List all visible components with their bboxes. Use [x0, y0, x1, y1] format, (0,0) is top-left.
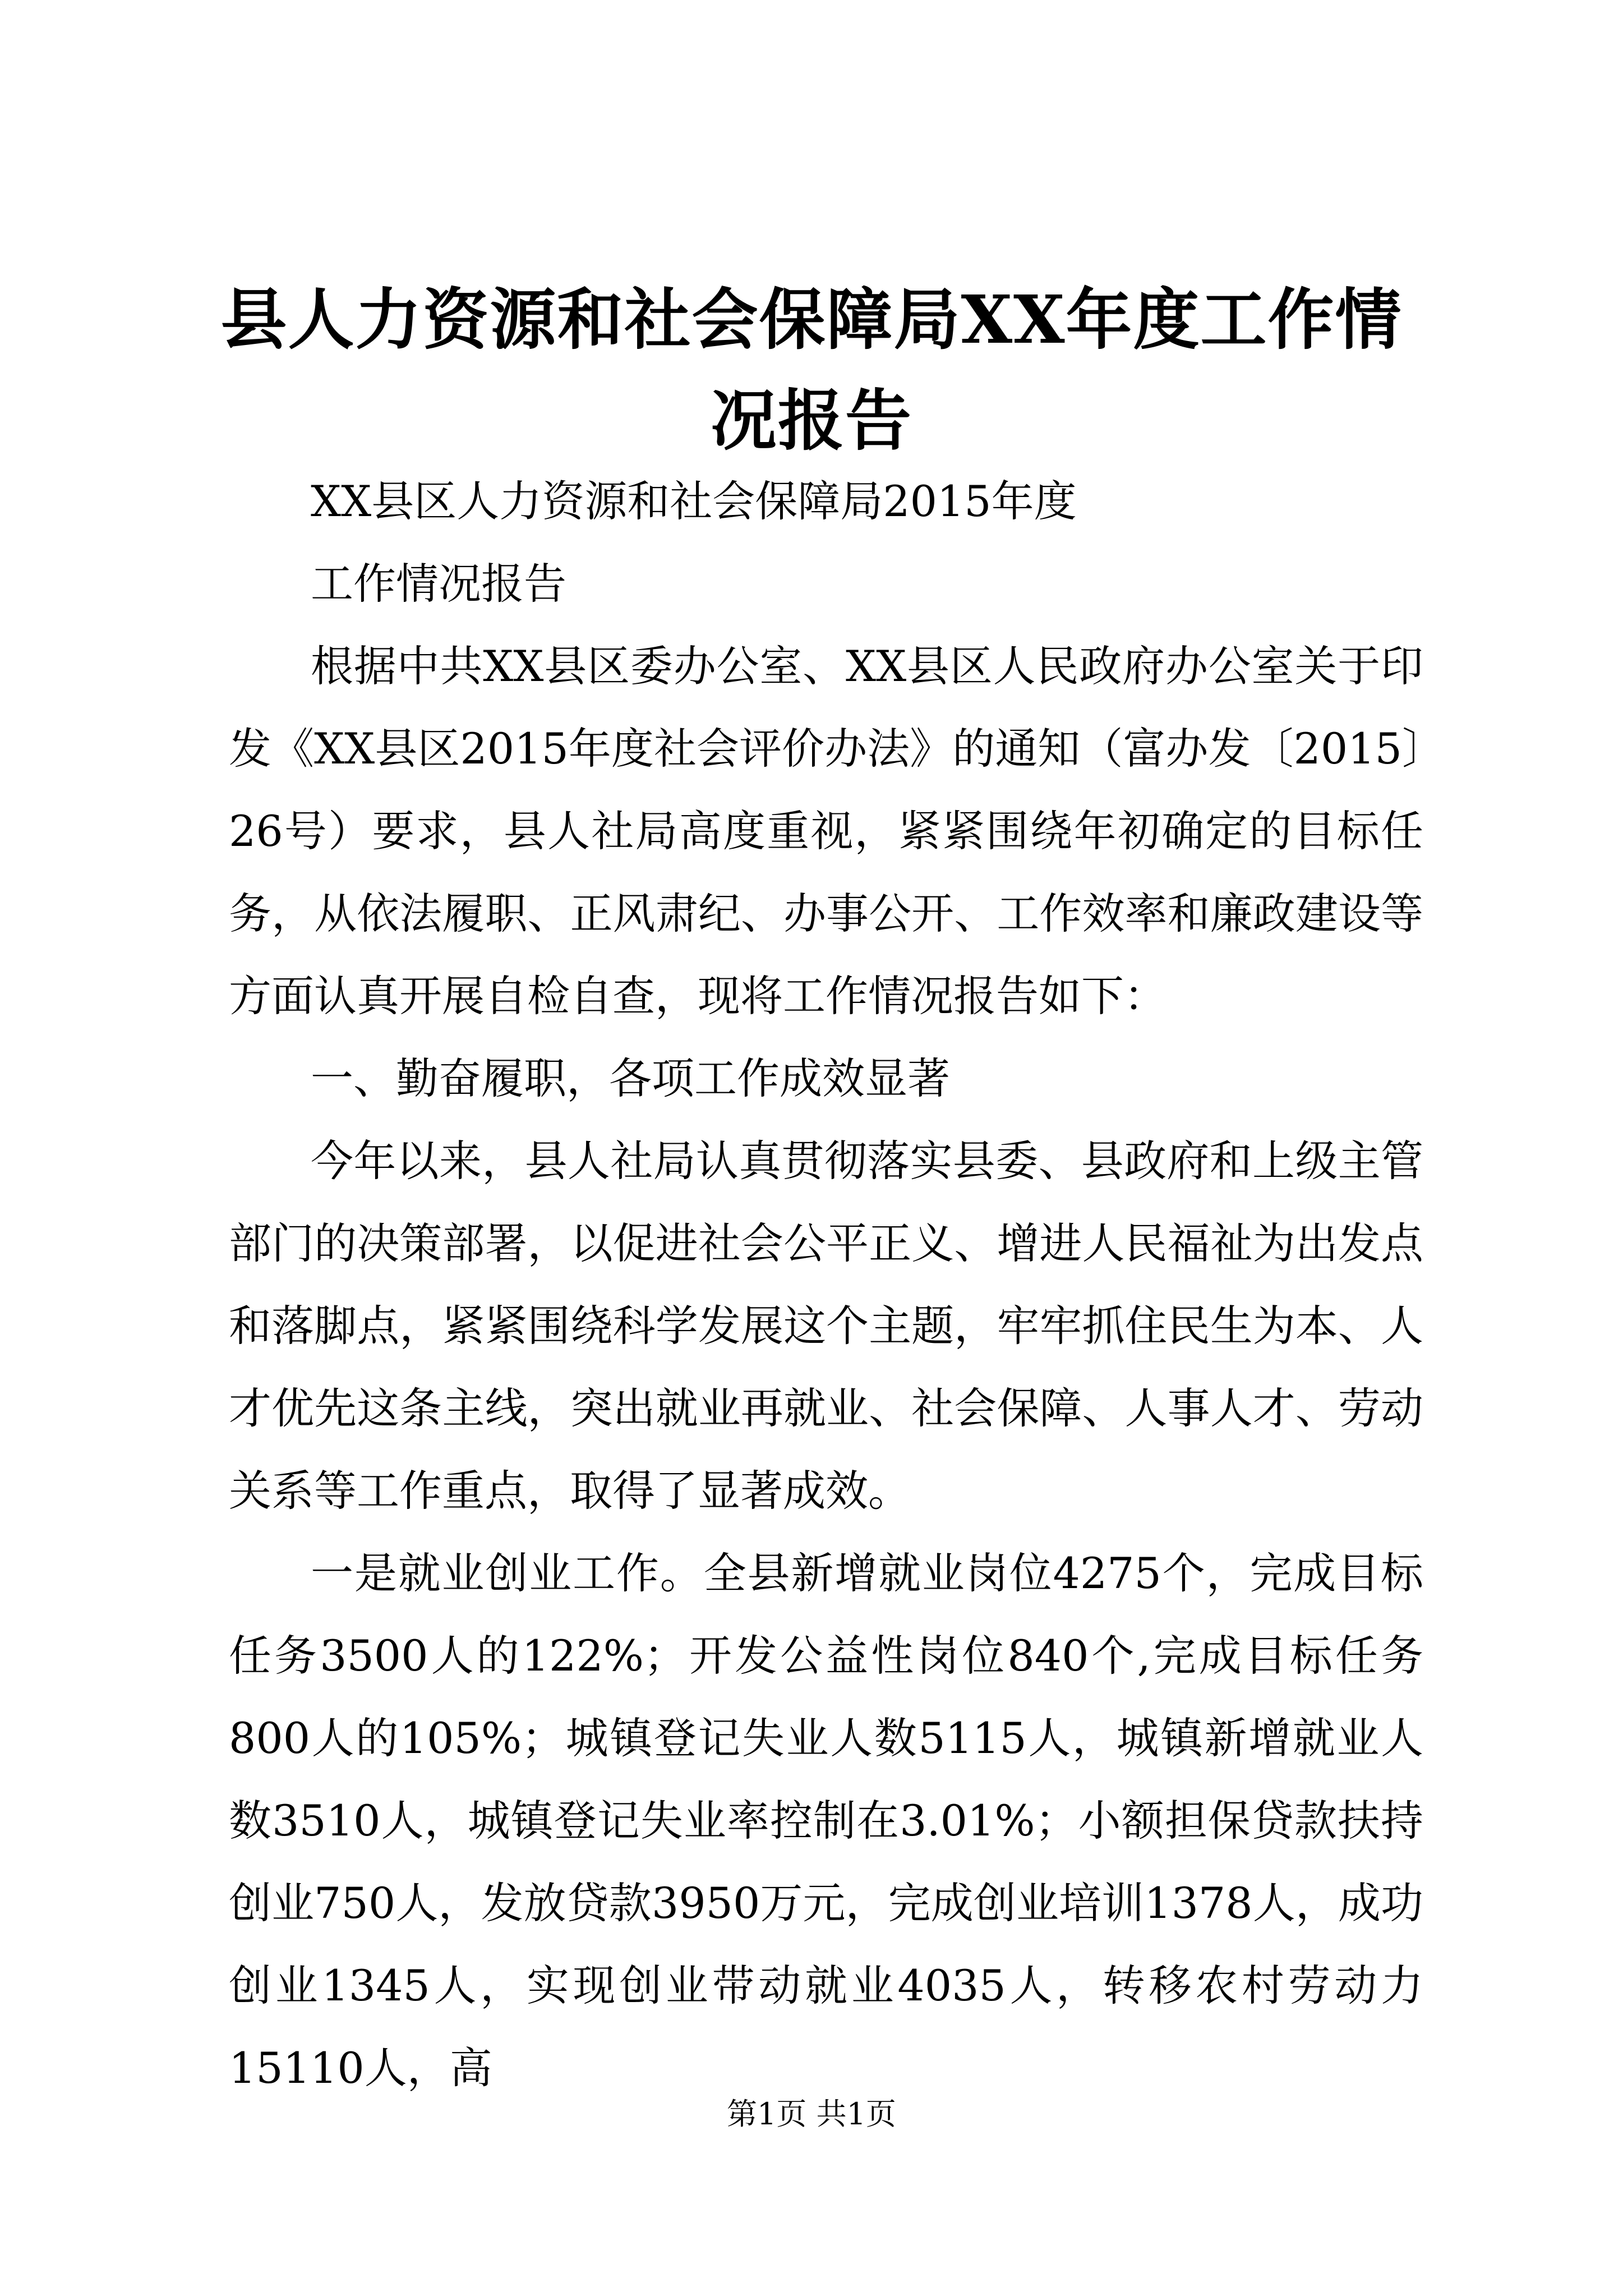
document-body — [229, 460, 1423, 2109]
section-heading: 一、勤奋履职，各项工作成效显著 — [311, 1053, 950, 1103]
page-footer: 第1页 共1页 — [727, 2096, 896, 2132]
paragraph-heading-line-2: 工作情况报告 — [311, 559, 566, 609]
document-title: 县人力资源和社会保障局XX年度工作情况报告 — [220, 280, 1403, 459]
paragraph-overview: 今年以来，县人社局认真贯彻落实县委、县政府和上级主管部门的决策部署，以促进社会公平正义、增进人民福祉为出发点和落脚点，紧紧围绕科学发展这个主题，牢牢抓住民生为本、人才优先这条主线，突出就业再就业、社会保障、人事人才、劳动关系等工作重点，取得了显著成效。 — [229, 1136, 1423, 1516]
paragraph-heading-line-1: XX县区人力资源和社会保障局2015年度 — [311, 476, 1077, 526]
paragraph-intro: 根据中共XX县区委办公室、XX县区人民政府办公室关于印发《XX县区2015年度社会评价办法》的通知（富办发〔2015〕26号）要求，县人社局高度重视，紧紧围绕年初确定的目标任务，从依法履职、正风肃纪、办事公开、工作效率和廉政建设等方面认真开展自检自查，现将工作情况报告如下： — [229, 641, 1423, 1021]
paragraph-employment: 一是就业创业工作。全县新增就业岗位4275个，完成目标任务3500人的122%；开发公益性岗位840个,完成目标任务800人的105%；城镇登记失业人数5115人，城镇新增就业人数3510人，城镇登记失业率控制在3.01%；小额担保贷款扶持创业750人，发放贷款3950万元，完成创业培训1378人，成功创业1345人，实现创业带动就业4035人，转移农村劳动力15110人，高 — [229, 1548, 1423, 2093]
